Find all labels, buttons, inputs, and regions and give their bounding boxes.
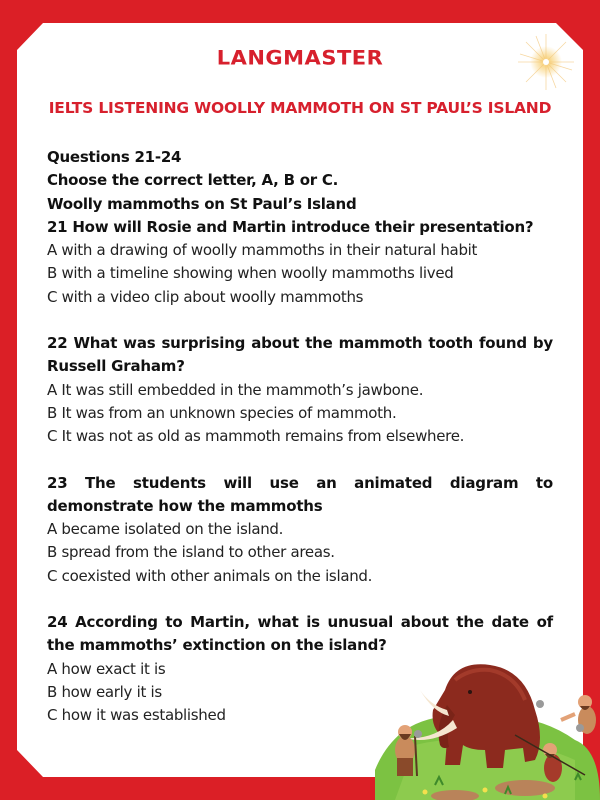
question-22 — [47, 332, 553, 448]
question-23 — [47, 472, 553, 588]
option-c: C with a video clip about woolly mammoths — [47, 287, 364, 306]
question-text: 24 According to Martin, what is unusual about the date of the mammoths’ extinction on the island? — [47, 613, 553, 655]
questions-content — [47, 146, 553, 728]
option-a: A how exact it is — [47, 659, 166, 678]
question-21 — [47, 216, 553, 309]
instruction-text: Choose the correct letter, A, B or C. — [47, 171, 339, 190]
option-b: B how early it is — [47, 682, 162, 701]
option-a: A with a drawing of woolly mammoths in their natural habit — [47, 241, 478, 260]
option-a: A It was still embedded in the mammoth’s jawbone. — [47, 380, 424, 399]
topic-heading: Woolly mammoths on St Paul’s Island — [47, 194, 357, 213]
question-text: 21 How will Rosie and Martin introduce their presentation? — [47, 217, 534, 236]
option-b: B with a timeline showing when woolly mammoths lived — [47, 264, 454, 283]
woolly-mammoth-illustration — [375, 650, 600, 800]
option-c: C coexisted with other animals on the island. — [47, 566, 373, 585]
page-title: IELTS LISTENING WOOLLY MAMMOTH ON ST PAUL’S ISLAND — [48, 99, 552, 117]
questions-range: Questions 21-24 — [47, 148, 182, 166]
option-c: C It was not as old as mammoth remains from elsewhere. — [47, 427, 465, 446]
sparkle-icon — [516, 32, 576, 92]
option-b: B spread from the island to other areas. — [47, 543, 335, 562]
option-a: A became isolated on the island. — [47, 520, 284, 539]
langmaster-logo: LANGMASTER — [216, 46, 384, 70]
option-b: B It was from an unknown species of mammoth. — [47, 403, 397, 422]
option-c: C how it was established — [47, 706, 226, 725]
question-text: 22 What was surprising about the mammoth tooth found by Russell Graham? — [47, 334, 553, 376]
question-text: 23 The students will use an animated diagram to demonstrate how the mammoths — [47, 473, 553, 515]
